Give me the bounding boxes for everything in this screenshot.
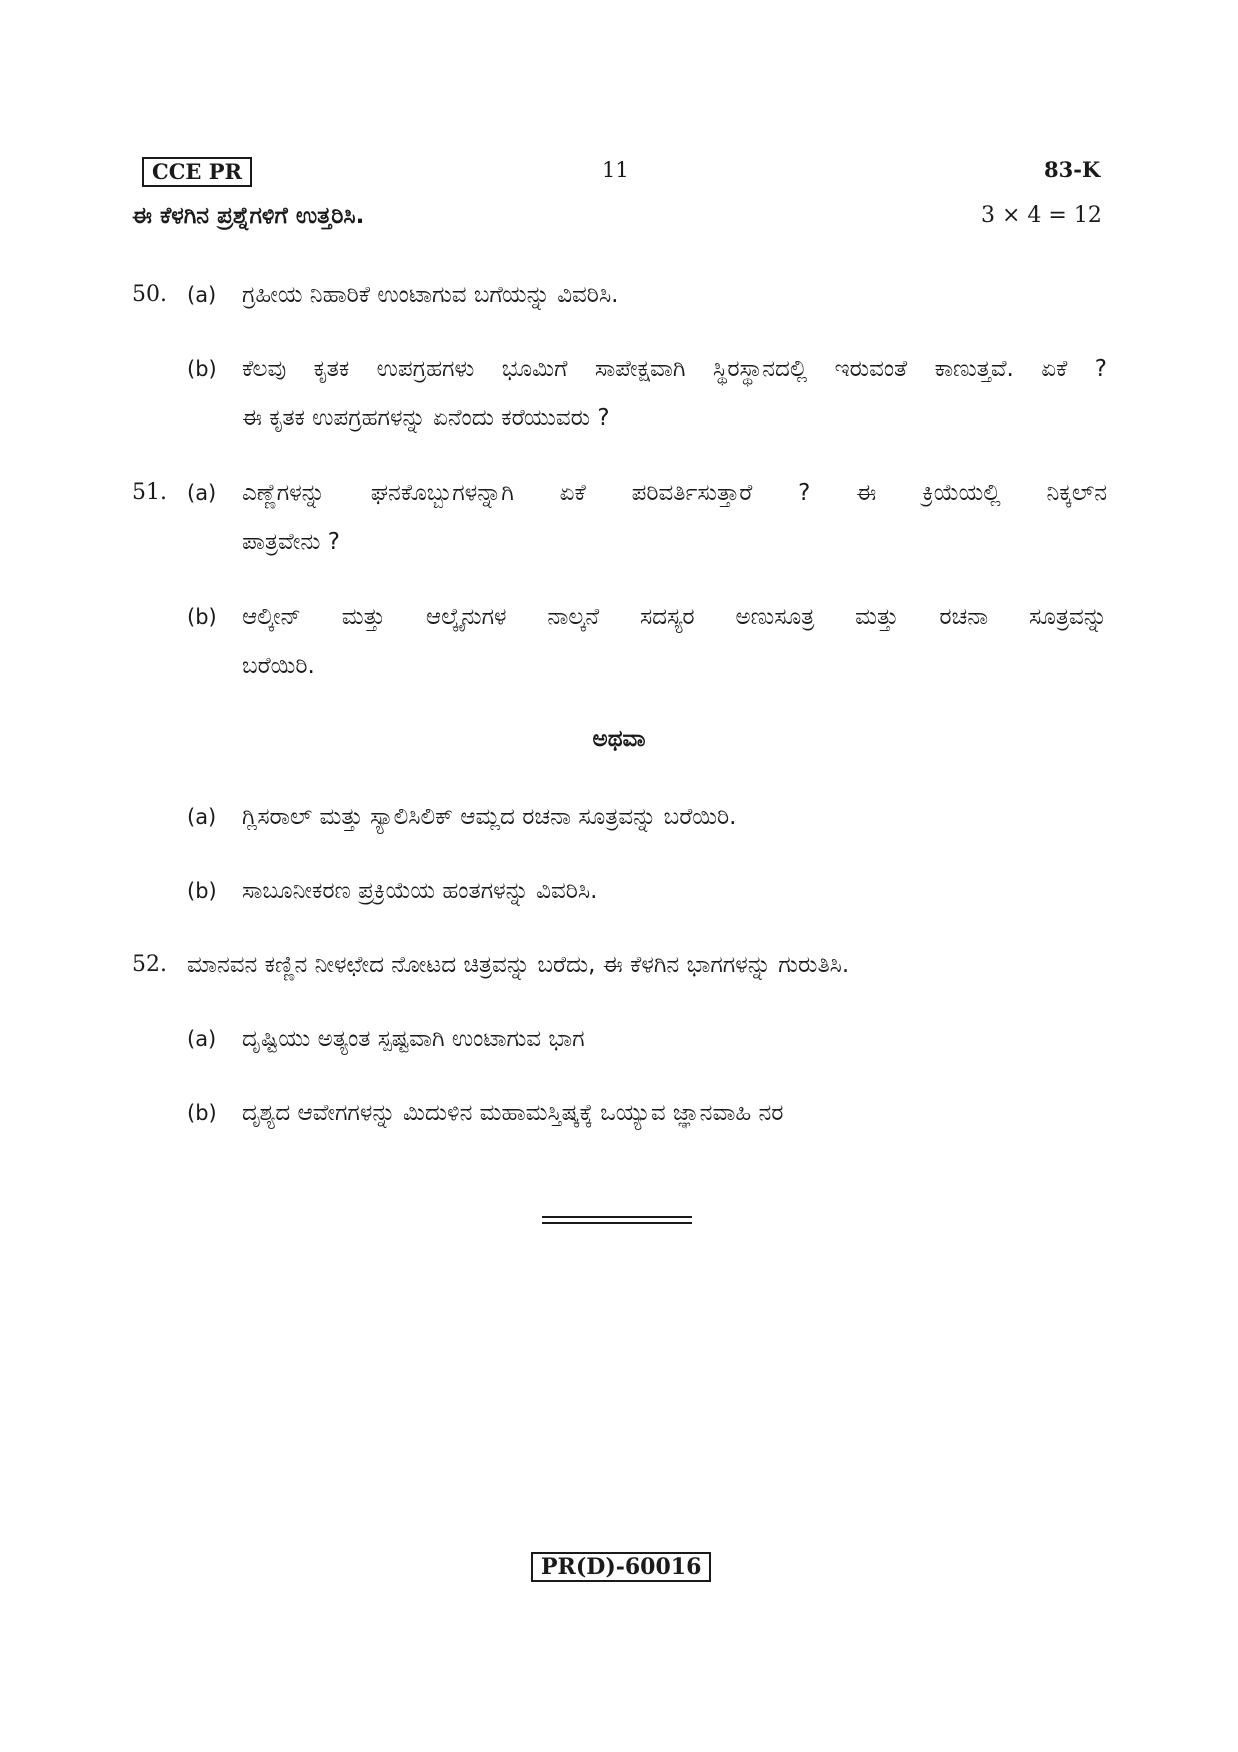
- section-marks: 3 × 4 = 12: [981, 203, 1102, 228]
- q51-a-label: (a): [187, 481, 217, 505]
- q50-b-line2: ಈ ಕೃತಕ ಉಪಗ್ರಹಗಳನ್ನು ಏನೆಂದು ಕರೆಯುವರು ?: [242, 405, 610, 431]
- q51-alt-b-label: (b): [187, 879, 217, 903]
- q52-b-label: (b): [187, 1101, 217, 1125]
- q50-b-line1: ಕೆಲವು ಕೃತಕ ಉಪಗ್ರಹಗಳು ಭೂಮಿಗೆ ಸಾಪೇಕ್ಷವಾಗಿ ಸ್ಥಿರಸ್ಥಾನದಲ್ಲಿ ಇರುವಂತೆ ಕಾಣುತ್ತವೆ. ಏಕೆ ?: [242, 356, 1107, 382]
- page-number: 11: [602, 158, 629, 182]
- q52-a-text: ದೃಷ್ಟಿಯು ಅತ್ಯಂತ ಸ್ಪಷ್ಟವಾಗಿ ಉಂಟಾಗುವ ಭಾಗ: [242, 1026, 585, 1052]
- question-number-51: 51.: [132, 480, 167, 505]
- q51-alt-a-text: ಗ್ಲಿಸರಾಲ್ ಮತ್ತು ಸ್ಯಾಲಿಸಿಲಿಕ್ ಆಮ್ಲದ ರಚನಾ ಸೂತ್ರವನ್ನು ಬರೆಯಿರಿ.: [242, 804, 737, 830]
- question-paper-code: 83-K: [1044, 157, 1101, 182]
- q52-a-label: (a): [187, 1027, 217, 1051]
- q51-b-line1: ಆಲ್ಕೀನ್ ಮತ್ತು ಆಲ್ಕೈನುಗಳ ನಾಲ್ಕನೆ ಸದಸ್ಯರ ಅಣುಸೂತ್ರ ಮತ್ತು ರಚನಾ ಸೂತ್ರವನ್ನು: [242, 604, 1107, 630]
- end-rule-bottom: [542, 1222, 692, 1224]
- q50-a-text: ಗ್ರಹೀಯ ನಿಹಾರಿಕೆ ಉಂಟಾಗುವ ಬಗೆಯನ್ನು ವಿವರಿಸಿ.: [242, 282, 619, 308]
- q51-alt-b-text: ಸಾಬೂನೀಕರಣ ಪ್ರಕ್ರಿಯೆಯ ಹಂತಗಳನ್ನು ವಿವರಿಸಿ.: [242, 878, 598, 904]
- q50-a-label: (a): [187, 283, 217, 307]
- or-divider-text: ಅಥವಾ: [592, 726, 646, 752]
- q50-b-label: (b): [187, 357, 217, 381]
- q52-text: ಮಾನವನ ಕಣ್ಣಿನ ನೀಳಛೇದ ನೋಟದ ಚಿತ್ರವನ್ನು ಬರೆದು, ಈ ಕೆಳಗಿನ ಭಾಗಗಳನ್ನು ಗುರುತಿಸಿ.: [187, 952, 850, 978]
- question-number-52: 52.: [132, 952, 167, 977]
- q52-b-text: ದೃಶ್ಯದ ಆವೇಗಗಳನ್ನು ಮಿದುಳಿನ ಮಹಾಮಸ್ತಿಷ್ಕಕ್ಕೆ ಒಯ್ಯುವ ಜ್ಞಾನವಾಹಿ ನರ: [242, 1100, 784, 1126]
- section-instruction: ಈ ಕೆಳಗಿನ ಪ್ರಶ್ನೆಗಳಿಗೆ ಉತ್ತರಿಸಿ.: [132, 203, 365, 229]
- end-rule-top: [542, 1216, 692, 1218]
- q51-b-label: (b): [187, 605, 217, 629]
- q51-a-line2: ಪಾತ್ರವೇನು ?: [242, 529, 340, 555]
- paper-code-box: CCE PR: [142, 157, 252, 187]
- footer-code-box: PR(D)-60016: [531, 1552, 711, 1582]
- question-number-50: 50.: [132, 282, 167, 307]
- q51-b-line2: ಬರೆಯಿರಿ.: [242, 653, 315, 679]
- q51-a-line1: ಎಣ್ಣೆಗಳನ್ನು ಘನಕೊಬ್ಬುಗಳನ್ನಾಗಿ ಏಕೆ ಪರಿವರ್ತಿಸುತ್ತಾರೆ ? ಈ ಕ್ರಿಯೆಯಲ್ಲಿ ನಿಕ್ಕಲ್‌ನ: [242, 480, 1107, 506]
- q51-alt-a-label: (a): [187, 805, 217, 829]
